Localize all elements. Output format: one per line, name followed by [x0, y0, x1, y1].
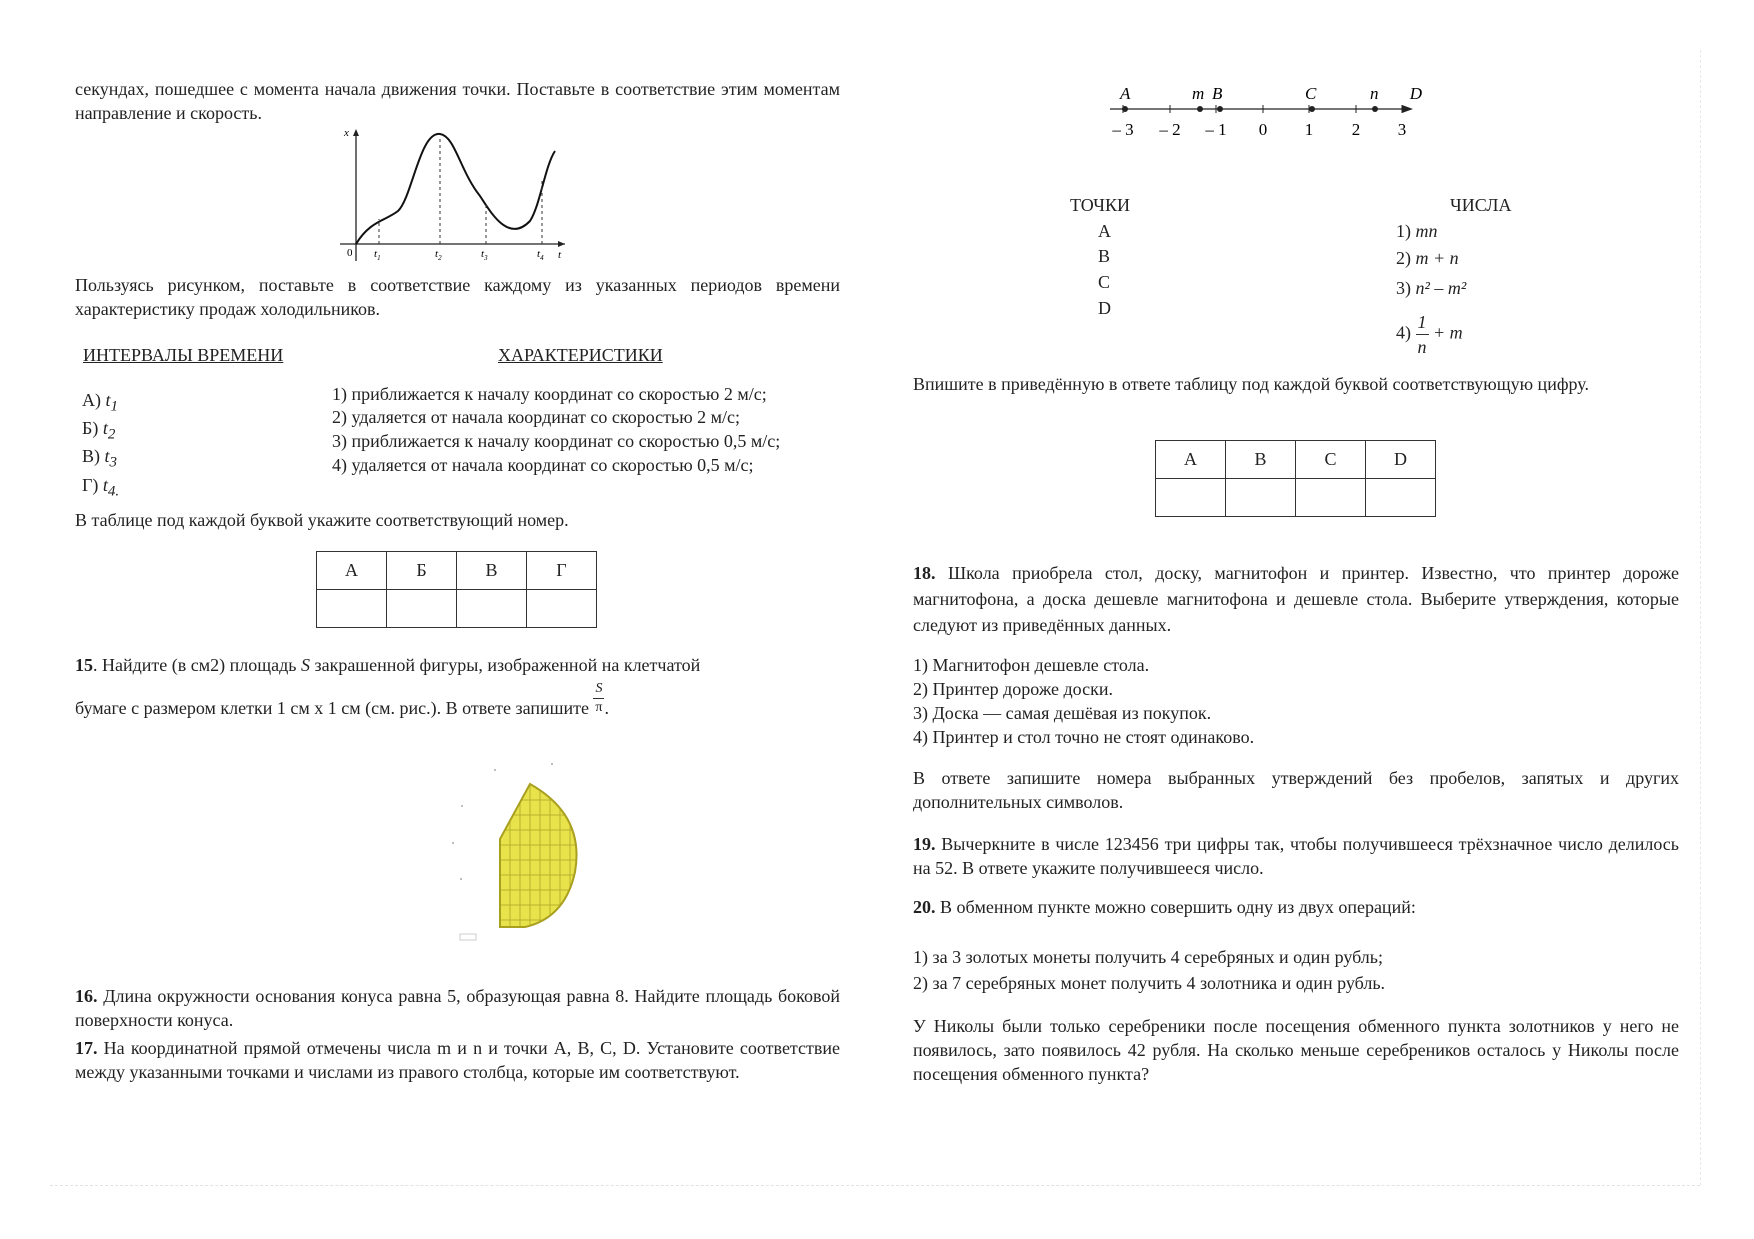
interval-item: Б) $t_2$: [82, 418, 116, 443]
graph-t-label: t: [558, 249, 562, 261]
intervals-heading: ИНТЕРВАЛЫ ВРЕМЕНИ: [83, 345, 284, 365]
intro-text: секундах, пошедшее с момента начала движения точки. Поставьте в соответствие этим моментам направление и скорость.: [75, 79, 840, 123]
table-header-cell: Г: [527, 552, 597, 590]
nl-tick-label: – 2: [1159, 120, 1181, 139]
page-edge-line: [1700, 50, 1701, 1185]
table-header-cell: B: [1226, 441, 1296, 479]
graph-tick: $t_3$: [481, 248, 488, 262]
answer-cell[interactable]: [1226, 479, 1296, 517]
fraction-1-over-n: $\frac{1}{n}$: [1417, 312, 1427, 357]
answer-table-left: [316, 551, 597, 628]
table-header-cell: В: [457, 552, 527, 590]
points-heading: ТОЧКИ: [1070, 195, 1131, 215]
right-instruction: Впишите в приведённую в ответе таблицу под каждой буквой соответствующую цифру.: [913, 374, 1589, 394]
nl-point-label: D: [1409, 84, 1422, 103]
characteristic-item: 1) приближается к началу координат со скоростью 2 м/с;: [332, 384, 767, 404]
graph-tick: $t_2$: [435, 248, 442, 262]
characteristic-item: 4) удаляется от начала координат со скоростью 0,5 м/с;: [332, 455, 754, 475]
table-instruction: В таблице под каждой буквой укажите соответствующий номер.: [75, 510, 569, 530]
number-item: 3) n² – m²: [1396, 278, 1467, 298]
page-edge-line: [50, 1185, 1700, 1186]
number-item: 4) $\frac{1}{n}$ + m: [1396, 312, 1463, 357]
table-header-cell: А: [317, 552, 387, 590]
table-header-cell: C: [1296, 441, 1366, 479]
nl-point-label: A: [1120, 84, 1131, 103]
answer-table-right: [1155, 440, 1436, 517]
nl-point-label: B: [1212, 84, 1223, 103]
interval-item: Г) $t_{4.}$: [82, 475, 120, 500]
q20-option: 1) за 3 золотых монеты получить 4 серебряных и один рубль;: [913, 947, 1383, 967]
nl-tick-label: 2: [1351, 120, 1361, 139]
q20-text: 20. В обменном пункте можно совершить одну из двух операций:: [913, 897, 1416, 917]
number-item: 2) m + n: [1396, 248, 1459, 268]
nl-tick-label: – 1: [1205, 120, 1227, 139]
q17-text: 17. На координатной прямой отмечены числа m и n и точки A, B, C, D. Установите соответствие между указанными точками и числами из правого столбца, которые им соответствуют.: [75, 1038, 840, 1082]
nl-point-label: m: [1192, 84, 1205, 103]
nl-tick-label: 3: [1397, 120, 1407, 139]
nl-point-label: n: [1370, 84, 1379, 103]
q18-text: 18. Школа приобрела стол, доску, магнитофон и принтер. Известно, что принтер дороже магнитофона, а доска дешевле магнитофона и дешевле стола. Выберите утверждения, которые следуют из приведённых данных.: [913, 563, 1679, 635]
number-line: [1108, 80, 1422, 142]
nl-tick-label: – 3: [1112, 120, 1134, 139]
number-item: 1) mn: [1396, 221, 1438, 241]
numbers-heading: ЧИСЛА: [1450, 195, 1512, 215]
answer-cell[interactable]: [1296, 479, 1366, 517]
q19-text: 19. Вычеркните в числе 123456 три цифры так, чтобы получившееся трёхзначное число делилось на 52. В ответе укажите получившееся число.: [913, 834, 1680, 878]
interval-item: А) $t_1$: [82, 390, 119, 415]
characteristic-item: 2) удаляется от начала координат со скоростью 2 м/с;: [332, 407, 741, 427]
interval-item: В) $t_3$: [82, 446, 118, 471]
q15-fraction: $\frac{S}{\pi}$: [595, 681, 603, 716]
answer-cell[interactable]: [527, 590, 597, 628]
graph-origin: 0: [347, 247, 353, 259]
q18-option: 3) Доска — самая дешёвая из покупок.: [913, 703, 1212, 723]
answer-cell[interactable]: [1156, 479, 1226, 517]
shaded-figure: [440, 760, 625, 950]
answer-cell[interactable]: [457, 590, 527, 628]
point-item: C: [1098, 272, 1111, 292]
answer-cell[interactable]: [387, 590, 457, 628]
table-header-cell: D: [1366, 441, 1436, 479]
nl-point-label: C: [1305, 84, 1317, 103]
point-item: A: [1098, 221, 1111, 241]
q16-text: 16. Длина окружности основания конуса равна 5, образующая равна 8. Найдите площадь боковой поверхности конуса.: [75, 986, 840, 1030]
characteristics-heading: ХАРАКТЕРИСТИКИ: [498, 345, 663, 365]
graph-tick: $t_1$: [374, 248, 381, 262]
answer-cell[interactable]: [317, 590, 387, 628]
q20-story: У Николы были только серебреники после посещения обменного пункта золотников у него не появилось, зато появилось 42 рубля. На сколько меньше серебреников осталось у Николы после посещения обменного пункта?: [913, 1016, 1679, 1084]
point-item: D: [1098, 298, 1111, 318]
point-item: B: [1098, 246, 1111, 266]
q15-line1: 15. Найдите (в см2) площадь S закрашенной фигуры, изображенной на клетчатой: [75, 655, 701, 675]
q18-option: 2) Принтер дороже доски.: [913, 679, 1113, 699]
q18-option: 4) Принтер и стол точно не стоят одинаково.: [913, 727, 1255, 747]
graph-x-label: x: [344, 127, 349, 139]
motion-graph: [330, 126, 570, 266]
characteristic-item: 3) приближается к началу координат со скоростью 0,5 м/с;: [332, 431, 781, 451]
instruction-text: Пользуясь рисунком, поставьте в соответствие каждому из указанных периодов времени характеристику продаж холодильников.: [75, 275, 840, 319]
table-header-cell: A: [1156, 441, 1226, 479]
q18-answer-note: В ответе запишите номера выбранных утверждений без пробелов, запятых и других дополнительных символов.: [913, 768, 1679, 812]
answer-cell[interactable]: [1366, 479, 1436, 517]
q20-option: 2) за 7 серебряных монет получить 4 золотника и один рубль.: [913, 973, 1386, 993]
nl-tick-label: 0: [1258, 120, 1268, 139]
q18-option: 1) Магнитофон дешевле стола.: [913, 655, 1150, 675]
table-header-cell: Б: [387, 552, 457, 590]
graph-tick: $t_4$: [537, 248, 544, 262]
nl-tick-label: 1: [1304, 120, 1314, 139]
q15-line2: бумаге с размером клетки 1 см х 1 см (см. рис.). В ответе запишите $\frac{S}{\pi}$ .: [75, 681, 609, 718]
